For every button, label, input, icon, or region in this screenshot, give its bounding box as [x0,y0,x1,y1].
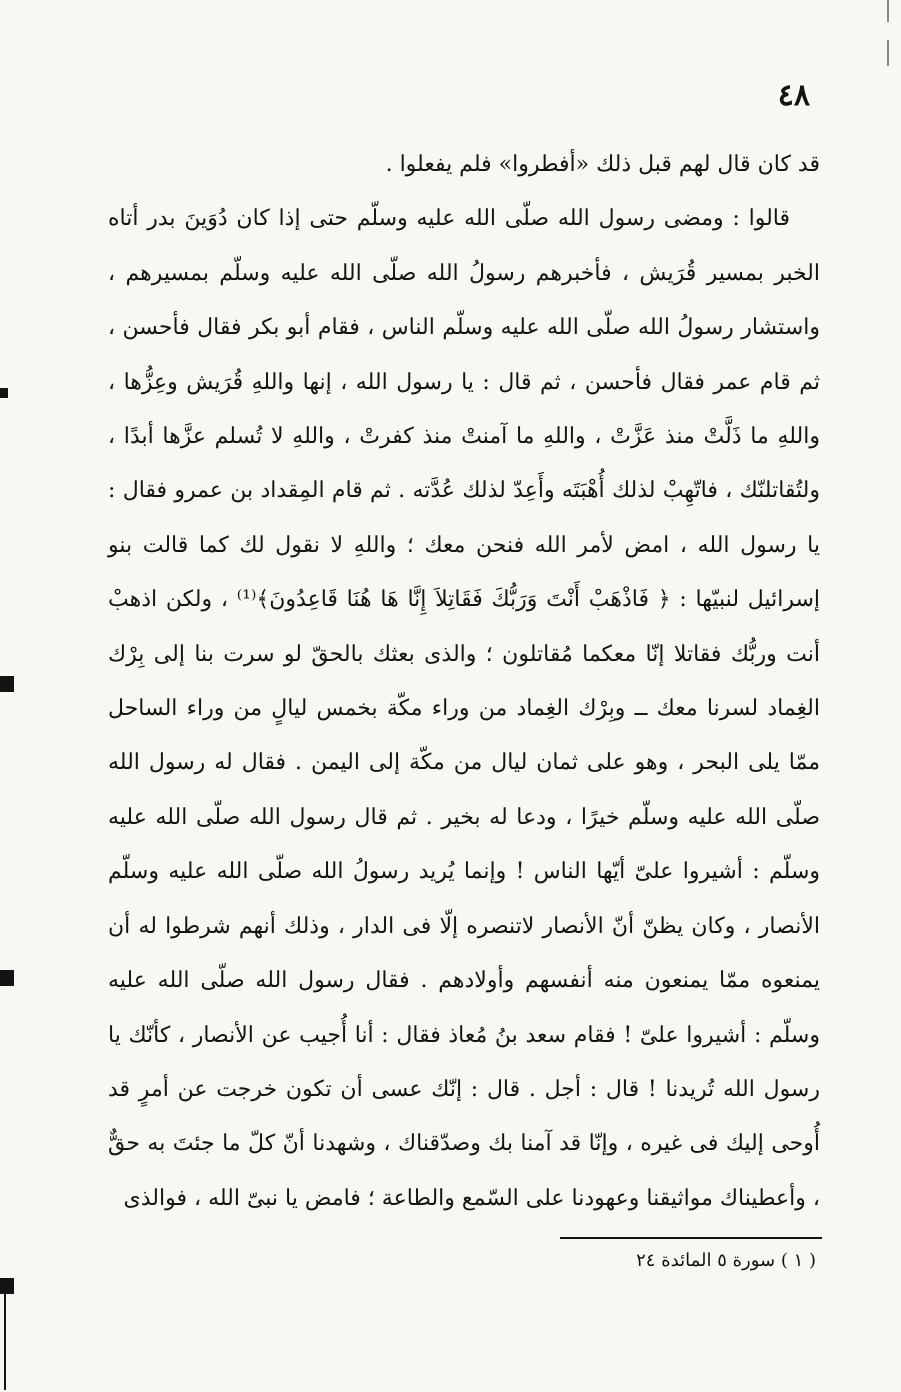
binding-mark [0,388,8,398]
body-text [108,138,820,1226]
footnote: ( ١ ) سورة ٥ المائدة ٢٤ [636,1250,816,1271]
scan-edge-line [887,40,889,66]
paragraph-main: قالوا : ومضى رسول الله صلّى الله عليه وسلّم حتى إذا كان دُوَينَ بدر أتاه الخبر بمسير قُرَيش ، فأخبرهم رسولُ الله صلّى الله عليه وسلّم بمسيرهم ، واستشار رسولُ الله صلّى الله عليه وسلّم الناس ، فقام أبو بكر فقال فأحسن ، ثم قام عمر فقال فأحسن ، ثم قال : يا رسول الله ، إنها واللهِ قُرَيش وعِزُّها ، واللهِ ما ذَلَّتْ منذ عَزَّتْ ، واللهِ ما آمنتْ منذ كفرتْ ، واللهِ لا تُسلم عزَّها أبدًا ، ولتُقاتلنّك ، فاتّهِبْ لذلك أُهْبَتَه وأَعِدّ لذلك عُدَّته . ثم قام المِقداد بن عمرو فقال : يا رسول الله ، امض لأمر الله فنحن معك ؛ واللهِ لا نقول لك كما قالت بنو إسرائيل لنبيّها : ﴿ فَاذْهَبْ أَنْتَ وَرَبُّكَ فَقَاتِلاَ إِنَّا هَا هُنَا قَاعِدُونَ﴾⁽¹⁾ ، ولكن اذهبْ أنت وربُّك فقاتلا إنّا معكما مُقاتلون ؛ والذى بعثك بالحقّ لو سرت بنا إلى بِرْك الغِماد لسرنا معك ــ وبِرْك الغِماد من وراء مكّة بخمس ليالٍ من وراء الساحل ممّا يلى البحر ، وهو على ثمان ليال من مكّة إلى اليمن . فقال له رسول الله صلّى الله عليه وسلّم خيرًا ، ودعا له بخير . ثم قال رسول الله صلّى الله عليه وسلّم : أشيروا علىّ أيّها الناس ! وإنما يُريد رسولُ الله صلّى الله عليه وسلّم الأنصار ، وكان يظنّ أنّ الأنصار لاتنصره إلّا فى الدار ، وذلك أنهم شرطوا له أن يمنعوه ممّا يمنعون منه أنفسهم وأولادهم . فقال رسول الله صلّى الله عليه وسلّم : أشيروا علىّ ! فقام سعد بنُ مُعاذ فقال : أنا أُجيب عن الأنصار ، كأنّك يا رسول الله تُريدنا ! قال : أجل . قال : إنّك عسى أن تكون خرجت عن أمرٍ قد أُوحى إليك فى غيره ، وإنّا قد آمنا بك وصدّقناك ، وشهدنا أنّ كلّ ما جئتَ به حقٌّ ، وأعطيناك مواثيقنا وعهودنا على السّمع والطاعة ؛ فامض يا نبىّ الله ، فوالذى [108,206,820,1211]
footnote-divider [560,1237,822,1239]
binding-mark [0,1278,14,1294]
binding-mark [4,1290,6,1390]
page-number: ٤٨ [777,78,810,113]
binding-mark [0,676,14,692]
paragraph-intro: قد كان قال لهم قبل ذلك «أفطروا» فلم يفعلوا . [385,152,820,177]
binding-mark [0,970,14,986]
scan-edge-line [887,0,889,22]
